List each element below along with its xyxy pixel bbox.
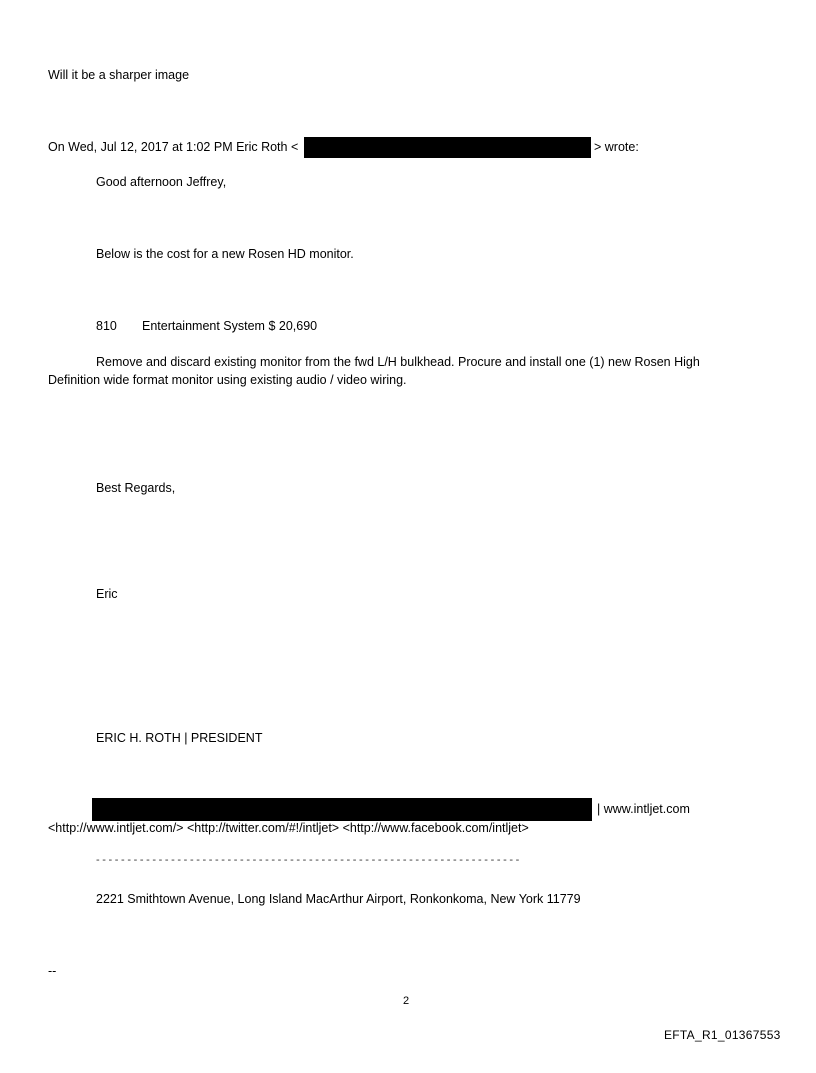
- page-number: 2: [403, 995, 410, 1007]
- details-line-2: Definition wide format monitor using existing audio / video wiring.: [48, 373, 407, 387]
- quote-header-suffix: > wrote:: [594, 140, 639, 154]
- signature-website[interactable]: | www.intljet.com: [597, 802, 690, 816]
- signature-name-title: ERIC H. ROTH | PRESIDENT: [96, 731, 263, 745]
- closing: Best Regards,: [96, 481, 176, 495]
- redaction-email-address: [304, 137, 591, 158]
- signoff-name: Eric: [96, 587, 118, 601]
- redaction-contact-info: [92, 798, 592, 821]
- intro-text: Below is the cost for a new Rosen HD monitor.: [96, 247, 354, 261]
- signature-address: 2221 Smithtown Avenue, Long Island MacArthur Airport, Ronkonkoma, New York 11779: [96, 892, 581, 906]
- details-line-1: Remove and discard existing monitor from the fwd L/H bulkhead. Procure and install one (1) new Rosen High: [96, 355, 700, 369]
- signature-delimiter: --: [48, 964, 57, 978]
- signature-links[interactable]: <http://www.intljet.com/> <http://twitter.com/#!/intljet> <http://www.facebook.com/intljet>: [48, 821, 529, 835]
- signature-separator: --------------------------------------------------------------------: [96, 854, 522, 866]
- line-item-code: 810: [96, 319, 117, 333]
- quote-header: [48, 139, 298, 155]
- document-id: EFTA_R1_01367553: [664, 1028, 781, 1042]
- greeting: Good afternoon Jeffrey,: [96, 175, 227, 189]
- reply-text: Will it be a sharper image: [48, 68, 190, 82]
- line-item-description: Entertainment System $ 20,690: [142, 319, 318, 333]
- quote-header-prefix: On Wed, Jul 12, 2017 at 1:02 PM Eric Roth <: [48, 140, 299, 154]
